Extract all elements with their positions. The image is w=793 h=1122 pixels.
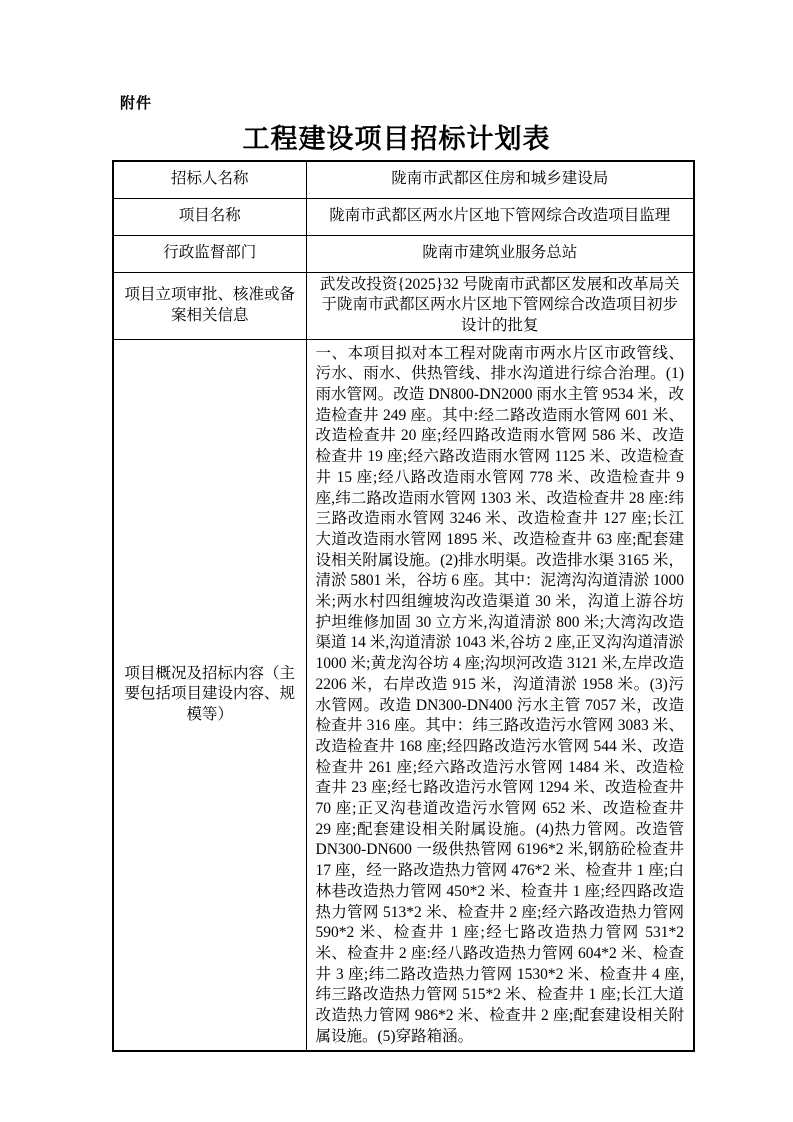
document-title: 工程建设项目招标计划表 [242,124,551,154]
bidding-plan-table [112,160,695,1052]
table-row-approval-info [113,272,694,339]
row-label-project-overview: 项目概况及招标内容（主要包括项目建设内容、规模等） [113,339,306,1050]
row-label-approval-info: 项目立项审批、核准或备案相关信息 [113,272,306,339]
row-value-approval-info: 武发改投资{2025}32 号陇南市武都区发展和改革局关于陇南市武都区两水片区地下管网综合改造项目初步设计的批复 [306,272,694,339]
table-row-supervising-department [113,235,694,272]
row-value-project-name: 陇南市武都区两水片区地下管网综合改造项目监理 [306,198,694,235]
table-row-bidder-name [113,161,694,198]
table-row-project-name [113,198,694,235]
row-label-bidder-name: 招标人名称 [113,161,306,198]
row-label-supervising-department: 行政监督部门 [113,235,306,272]
row-value-supervising-department: 陇南市建筑业服务总站 [306,235,694,272]
row-label-project-name: 项目名称 [113,198,306,235]
attachment-label: 附件 [120,95,153,112]
row-value-project-overview: 一、本项目拟对本工程对陇南市两水片区市政管线、污水、雨水、供热管线、排水沟道进行综合治理。(1)雨水管网。改造 DN800-DN2000 雨水主管 9534 米，改造检查井 249 座。其中:经二路改造雨水管网 601 米、改造检查井 20 座;经四路改造雨水管网 586 米、改造检查井 19 座;经六路改造雨水管网 1125 米、改造检查井 15 座;经八路改造雨水管网 778 米、改造检查井 9 座,纬二路改造雨水管网 1303 米、改造检查井 28 座:纬三路改造雨水管网 3246 米、改造检查井 127 座;长江大道改造雨水管网 1895 米、改造检查井 63 座;配套建设相关附属设施。(2)排水明渠。改造排水渠 3165 米，清淤 5801 米，谷坊 6 座。其中：泥湾沟沟道清淤 1000 米;两水村四组缠坡沟改造渠道 30 米，沟道上游谷坊护坦维修加固 30 立方米,沟道清淤 800 米;大湾沟改造渠道 14 米,沟道清淤 1043 米,谷坊 2 座,正叉沟沟道清淤 1000 米;黄龙沟谷坊 4 座;沟坝河改造 3121 米,左岸改造 2206 米，右岸改造 915 米，沟道清淤 1958 米。(3)污水管网。改造 DN300-DN400 污水主管 7057 米，改造检查井 316 座。其中：纬三路改造污水管网 3083 米、改造检查井 168 座;经四路改造污水管网 544 米、改造检查井 261 座;经六路改造污水管网 1484 米、改造检查井 23 座;经七路改造污水管网 1294 米、改造检查井 70 座;正叉沟巷道改造污水管网 652 米、改造检查井 29 座;配套建设相关附属设施。(4)热力管网。改造管 DN300-DN600 一级供热管网 6196*2 米,钢筋砼检查井 17 座，经一路改造热力管网 476*2 米、检查井 1 座;白林巷改造热力管网 450*2 米、检查井 1 座;经四路改造热力管网 513*2 米、检查井 2 座;经六路改造热力管网 590*2 米、检查井 1 座;经七路改造热力管网 531*2 米、检查井 2 座:经八路改造热力管网 604*2 米、检查井 3 座;纬二路改造热力管网 1530*2 米、检查井 4 座,纬三路改造热力管网 515*2 米、检查井 1 座;长江大道改造热力管网 986*2 米、检查井 2 座;配套建设相关附属设施。(5)穿路箱涵。 [306,339,694,1050]
row-value-bidder-name: 陇南市武都区住房和城乡建设局 [306,161,694,198]
table-row-project-overview [113,339,694,1050]
